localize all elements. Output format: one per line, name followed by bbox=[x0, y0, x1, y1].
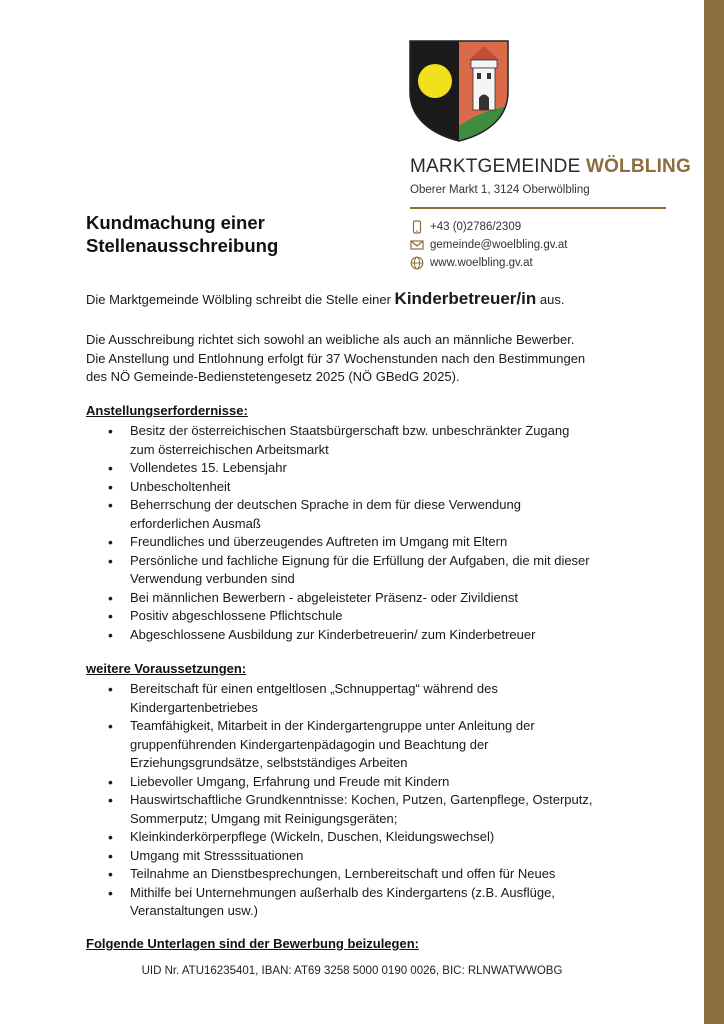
list-item: • Bereitschaft für einen entgeltlosen „Schnuppertag“ während des Kindergartenbetriebes bbox=[86, 680, 661, 717]
mail-icon bbox=[410, 238, 424, 252]
list-item: • Hauswirtschaftliche Grundkenntnisse: Kochen, Putzen, Gartenpflege, Osterputz, Sommerputz; Umgang mit Reinigungsgeräten; bbox=[86, 791, 661, 828]
contact-web[interactable]: www.woelbling.gv.at bbox=[410, 254, 650, 272]
list-item: • Teamfähigkeit, Mitarbeit in der Kindergartengruppe unter Anleitung der gruppenführenden Kindergartenpädagogin und Beachtung der Erziehungsgrundsätze, selbstständiges Arbeiten bbox=[86, 717, 661, 773]
further-requirements-heading: weitere Voraussetzungen: bbox=[86, 661, 247, 676]
documents-heading: Folgende Unterlagen sind der Bewerbung beizulegen: bbox=[86, 936, 419, 951]
list-item: • Persönliche und fachliche Eignung für die Erfüllung der Aufgaben, die mit dieser Verwendung verbunden sind bbox=[86, 552, 661, 589]
contact-block bbox=[410, 218, 650, 272]
municipality-name: MARKTGEMEINDE WÖLBLING bbox=[410, 156, 691, 177]
further-requirements-list bbox=[86, 680, 661, 921]
list-item: • Bei männlichen Bewerbern - abgeleisteter Präsenz- oder Zivildienst bbox=[86, 589, 661, 608]
list-item: • Besitz der österreichischen Staatsbürgerschaft bzw. unbeschränkter Zugang zum österreichischen Arbeitsmarkt bbox=[86, 422, 661, 459]
letterhead-divider bbox=[410, 207, 666, 209]
list-item: • Teilnahme an Dienstbesprechungen, Lernbereitschaft und offen für Neues bbox=[86, 865, 661, 884]
municipality-address: Oberer Markt 1, 3124 Oberwölbling bbox=[410, 184, 590, 196]
list-item: • Mithilfe bei Unternehmungen außerhalb des Kindergartens (z.B. Ausflüge, Veranstaltungen usw.) bbox=[86, 884, 661, 921]
position-title: Kinderbetreuer/in bbox=[394, 289, 537, 308]
intro-sentence: Die Marktgemeinde Wölbling schreibt die Stelle einer Kinderbetreuer/in aus. bbox=[86, 289, 565, 308]
coat-of-arms-icon bbox=[409, 40, 509, 142]
globe-icon bbox=[410, 256, 424, 270]
contact-email[interactable]: gemeinde@woelbling.gv.at bbox=[410, 236, 650, 254]
list-item: • Umgang mit Stresssituationen bbox=[86, 847, 661, 866]
list-item: • Kleinkinderkörperpflege (Wickeln, Duschen, Kleidungswechsel) bbox=[86, 828, 661, 847]
conditions-paragraph: Die Ausschreibung richtet sich sowohl an weibliche als auch an männliche Bewerber. Die Anstellung und Entlohnung erfolgt für 37 Wochenstunden nach den Bestimmungen des NÖ Gemeinde-Bedienstetengesetz 2025 (NÖ GBedG 2025). bbox=[86, 332, 586, 384]
side-accent-bar bbox=[704, 0, 724, 1024]
letterhead bbox=[410, 156, 691, 196]
contact-phone: +43 (0)2786/2309 bbox=[410, 218, 650, 236]
list-item: • Abgeschlossene Ausbildung zur Kinderbetreuerin/ zum Kinderbetreuer bbox=[86, 626, 661, 645]
list-item: • Liebevoller Umgang, Erfahrung und Freude mit Kindern bbox=[86, 773, 661, 792]
list-item: • Vollendetes 15. Lebensjahr bbox=[86, 459, 661, 478]
phone-icon bbox=[410, 220, 424, 234]
list-item: • Positiv abgeschlossene Pflichtschule bbox=[86, 607, 661, 626]
document-title: Kundmachung einer Stellenausschreibung bbox=[86, 212, 279, 256]
requirements-list bbox=[86, 422, 661, 644]
requirements-heading: Anstellungserfordernisse: bbox=[86, 403, 248, 418]
list-item: • Freundliches und überzeugendes Auftreten im Umgang mit Eltern bbox=[86, 533, 661, 552]
footer-bank-details: UID Nr. ATU16235401, IBAN: AT69 3258 5000 0190 0026, BIC: RLNWATWWOBG bbox=[141, 965, 563, 977]
list-item: • Unbescholtenheit bbox=[86, 478, 661, 497]
list-item: • Beherrschung der deutschen Sprache in dem für diese Verwendung erforderlichen Ausmaß bbox=[86, 496, 661, 533]
